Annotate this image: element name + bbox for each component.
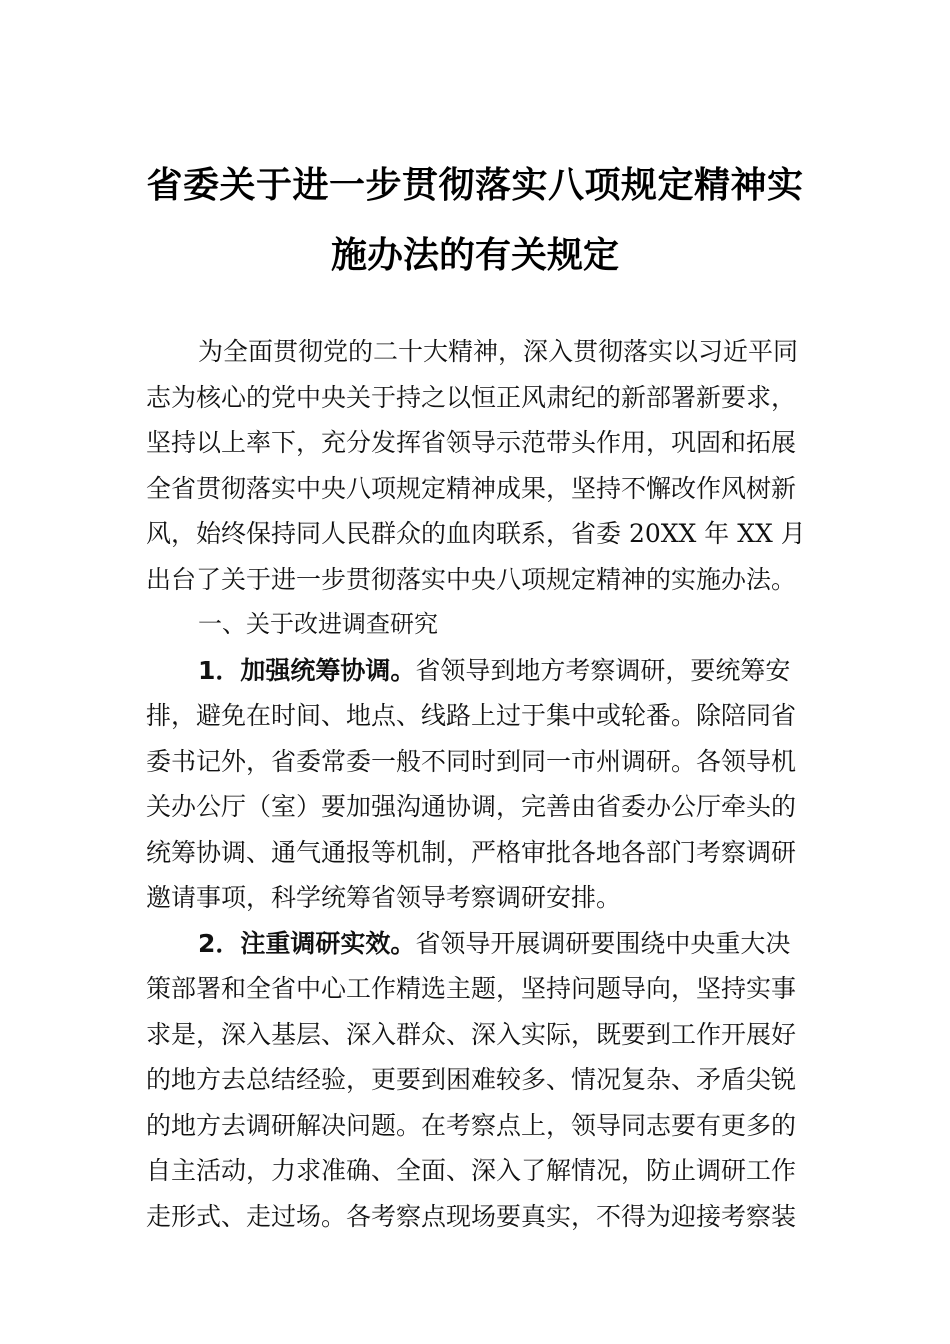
body-line: 全省贯彻落实中央八项规定精神成果，坚持不懈改作风树新 — [146, 473, 797, 503]
body-line: 风，始终保持同人民群众的血肉联系，省委 20XX 年 XX 月 — [146, 519, 806, 548]
body-line: 出台了关于进一步贯彻落实中央八项规定精神的实施办法。 — [146, 564, 797, 594]
section-heading: 一、关于改进调查研究 — [198, 610, 438, 638]
body-line: 坚持以上率下，充分发挥省领导示范带头作用，巩固和拓展 — [146, 428, 797, 457]
body-line: 统筹协调、通气通报等机制，严格审批各地各部门考察调研 — [146, 837, 797, 867]
item-first-line — [146, 921, 808, 967]
body-line: 关办公厅（室）要加强沟通协调，完善由省委办公厅牵头的 — [146, 792, 797, 821]
item-text: 省领导到地方考察调研，要统筹安 — [415, 655, 791, 685]
body-line: 为全面贯彻党的二十大精神，深入贯彻落实以习近平同 — [198, 337, 799, 366]
body-line: 自主活动，力求准确、全面、深入了解情况，防止调研工作 — [146, 1156, 797, 1185]
body-line: 排，避免在时间、地点、线路上过于集中或轮番。除陪同省 — [146, 701, 797, 730]
body-line: 委书记外，省委常委一般不同时到同一市州调研。各领导机 — [146, 746, 797, 776]
document-title-line-1: 省委关于进一步贯彻落实八项规定精神实 — [146, 165, 804, 206]
body-line: 求是，深入基层、深入群众、深入实际，既要到工作开展好 — [146, 1019, 797, 1049]
document-body — [146, 329, 808, 1239]
body-line: 的地方去总结经验，更要到困难较多、情况复杂、矛盾尖锐 — [146, 1065, 797, 1094]
body-line: 邀请事项，科学统筹省领导考察调研安排。 — [146, 883, 622, 912]
body-line: 策部署和全省中心工作精选主题，坚持问题导向，坚持实事 — [146, 974, 797, 1003]
item-label: 1．加强统筹协调。 — [198, 655, 416, 685]
item-label: 2．注重调研实效。 — [198, 928, 416, 958]
item-first-line — [146, 648, 808, 694]
body-line: 走形式、走过场。各考察点现场要真实，不得为迎接考察装 — [146, 1201, 797, 1231]
body-line: 志为核心的党中央关于持之以恒正风肃纪的新部署新要求， — [146, 382, 797, 412]
body-line: 的地方去调研解决问题。在考察点上，领导同志要有更多的 — [146, 1110, 797, 1140]
document-title-line-2: 施办法的有关规定 — [330, 235, 619, 276]
item-text: 省领导开展调研要围绕中央重大决 — [415, 928, 791, 958]
